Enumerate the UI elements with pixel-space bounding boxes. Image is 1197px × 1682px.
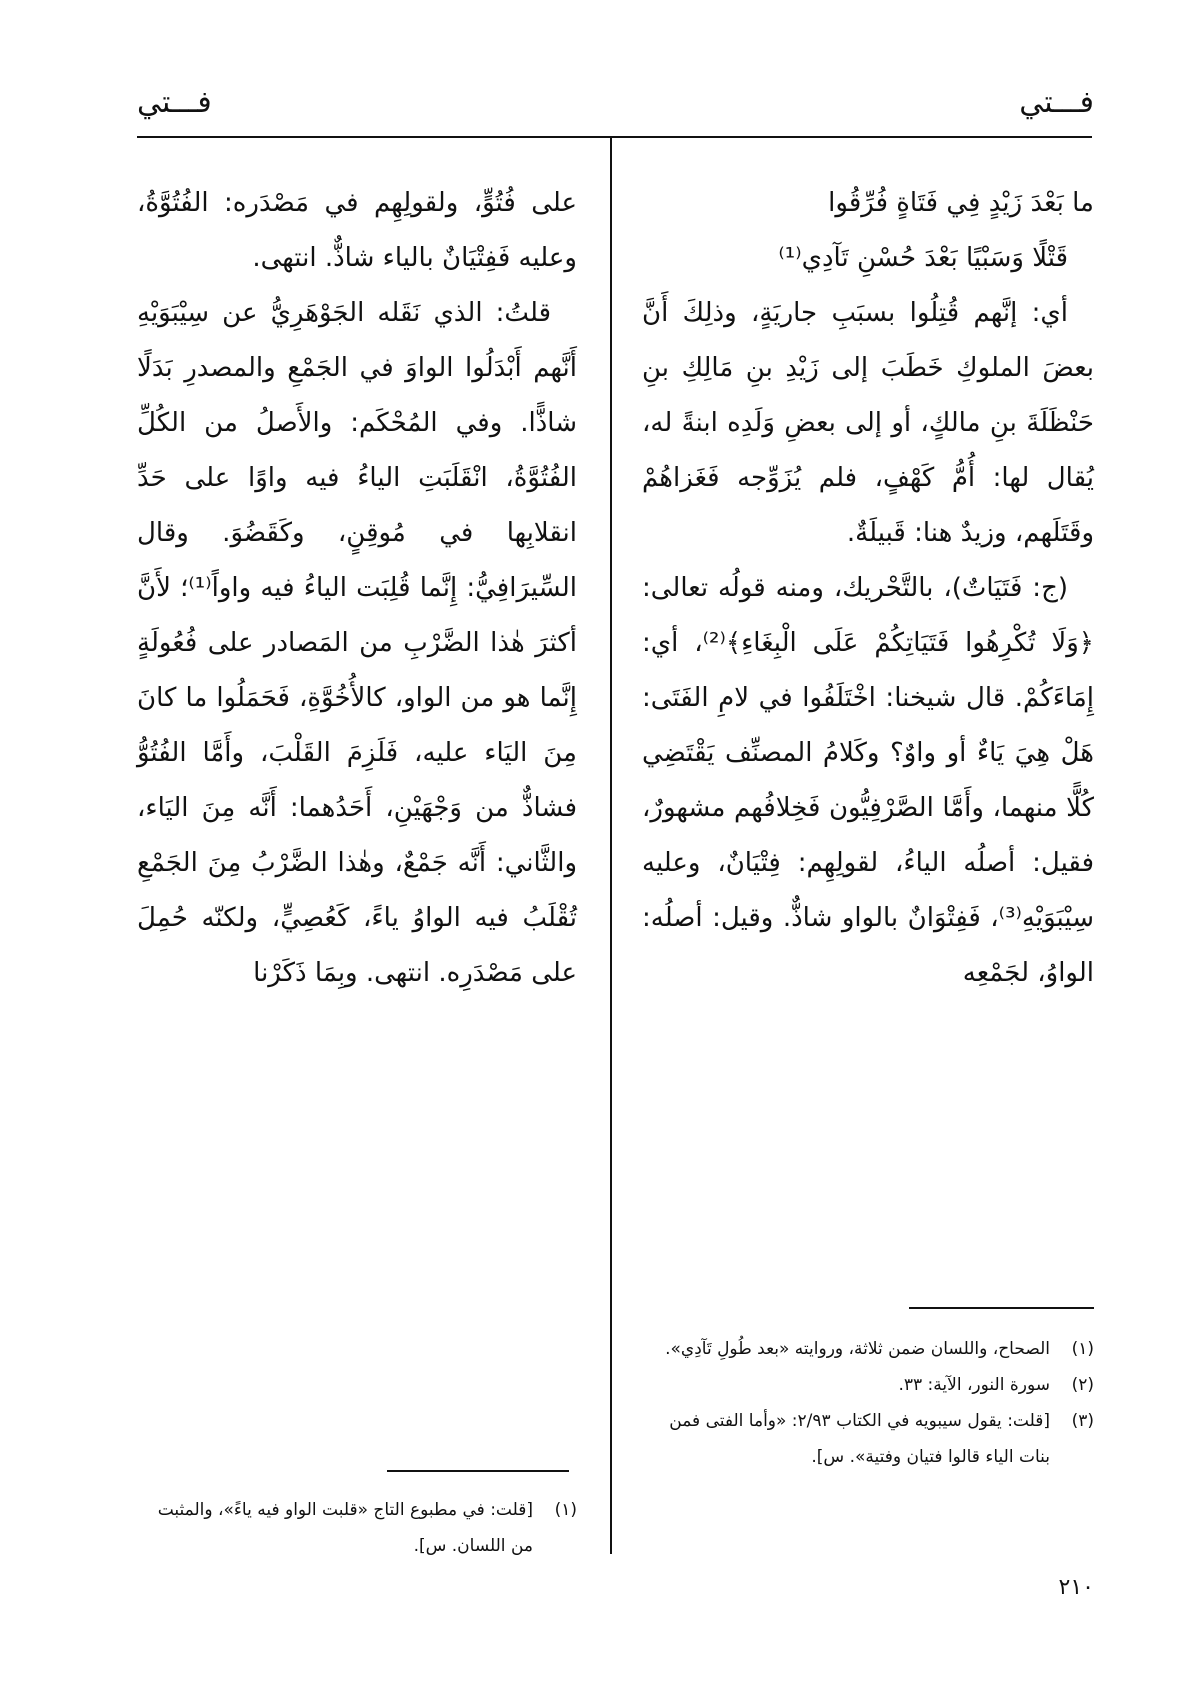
footnote-rule-right (909, 1307, 1094, 1309)
footnote-number: (٣) (1071, 1411, 1094, 1431)
footnotes-left (137, 1492, 577, 1564)
footnote-rule-left (387, 1470, 569, 1472)
footnote-text: الصحاح، واللسان ضمن ثلاثة، وروايته «بعد طُولِ تَآدِي». (665, 1339, 1050, 1359)
footnote-number: (١) (1071, 1339, 1094, 1359)
footnote-number: (٢) (1071, 1375, 1094, 1395)
column-divider (610, 137, 612, 1554)
footnote (642, 1367, 1094, 1403)
right-column (642, 176, 1094, 1001)
footnote (137, 1492, 577, 1564)
paragraph: أي: إنَّهم قُتِلُوا بسبَبِ جاريَةٍ، وذلِكَ أَنَّ بعضَ الملوكِ خَطَبَ إلى زَيْدِ بنِ مَالِكِ بنِ حَنْظَلَةَ بنِ مالكٍ، أو إلى بعضِ وَلَدِه ابنةً له، يُقال لها: أُمُّ كَهْفٍ، فلم يُزَوِّجه فَغَزاهُمْ وقَتَلَهم، وزيدٌ هنا: قَبيلَةٌ. (642, 298, 1094, 548)
page-number: ٢١٠ (1058, 1575, 1094, 1600)
header-rule (137, 136, 1092, 138)
paragraph: (ج: فَتَيَاتٌ)، بالتَّحْريك، ومنه قولُه تعالى: ﴿وَلَا تُكْرِهُوا فَتَيَاتِكُمْ عَلَى الْبِغَاءِ﴾⁽²⁾، أي: إِمَاءَكُمْ. قال شيخنا: اخْتَلَفُوا في لامِ الفَتَى: هَلْ هِيَ يَاءٌ أو واوٌ؟ وكَلامُ المصنِّف يَقْتَضِي كُلًّا منهما، وأَمَّا الصَّرْفِيُّون فَخِلافُهم مشهورٌ، فقيل: أصلُه الياءُ، لقولِهِم: فِتْيَانٌ، وعليه سِيْبَوَيْهِ⁽³⁾، فَفِتْوَانٌ بالواو شاذٌّ. وقيل: أصلُه: الواوُ، لجَمْعِه (642, 573, 1094, 988)
footnote-text: سورة النور، الآية: ٣٣. (898, 1375, 1050, 1395)
footnote-number: (١) (554, 1500, 577, 1520)
verse-line-1: ما بَعْدَ زَيْدٍ فِي فَتَاةٍ فُرِّقُوا (828, 188, 1094, 218)
footnote-text: [قلت: في مطبوع التاج «قلبت الواو فيه ياءً»، والمثبت من اللسان. س]. (157, 1500, 533, 1556)
footnote-text: [قلت: يقول سيبويه في الكتاب ٢/٩٣: «وأما الفتى فمن بنات الياء قالوا فتيان وفتية». س]. (669, 1411, 1050, 1467)
footnote (642, 1403, 1094, 1475)
paragraph: قلتُ: الذي نَقَله الجَوْهَرِيُّ عن سِيْبَوَيْهِ أَنَّهم أَبْدَلُوا الواوَ في الجَمْعِ والمصدرِ بَدَلًا شاذًّا. وفي المُحْكَم: والأَصلُ من الكُلِّ الفُتُوَّةُ، انْقَلَبَتِ الياءُ فيه واوًا على حَدِّ انقلابِها في مُوقِنٍ، وكَقَضُوَ. وقال السِّيرَافِيُّ: إِنَّما قُلِبَت الياءُ فيه واواً⁽¹⁾؛ لأَنَّ أكثرَ هٰذا الضَّرْبِ من المَصادر على فُعُولَةٍ إِنَّما هو من الواو، كالأُخُوَّةِ، فَحَمَلُوا ما كانَ مِنَ اليَاء عليه، فَلَزِمَ القَلْبَ، وأَمَّا الفُتُوُّ فشاذٌّ من وَجْهَيْنِ، أَحَدُهما: أَنَّه مِنَ اليَاء، والثَّاني: أَنَّه جَمْعٌ، وهٰذا الضَّرْبُ مِنَ الجَمْعِ تُقْلَبُ فيه الواوُ ياءً، كَعُصِيٍّ، ولكنّه حُمِلَ على مَصْدَرِه. انتهى. وبِمَا ذَكَرْنا (137, 298, 577, 988)
footnote (642, 1331, 1094, 1367)
left-column (137, 176, 577, 1001)
footnotes-right (642, 1331, 1094, 1475)
running-header-left: فـــتي (137, 85, 212, 120)
paragraph: على فُتُوٍّ، ولقولِهِم في مَصْدَره: الفُتُوَّةُ، وعليه فَفِتْيَانٌ بالياء شاذٌّ. انتهى. (137, 188, 577, 273)
running-header-right: فـــتي (1019, 85, 1094, 120)
verse-line-2: قَتْلًا وَسَبْيًا بَعْدَ حُسْنِ تَآدِي⁽¹⁾ (778, 243, 1068, 273)
